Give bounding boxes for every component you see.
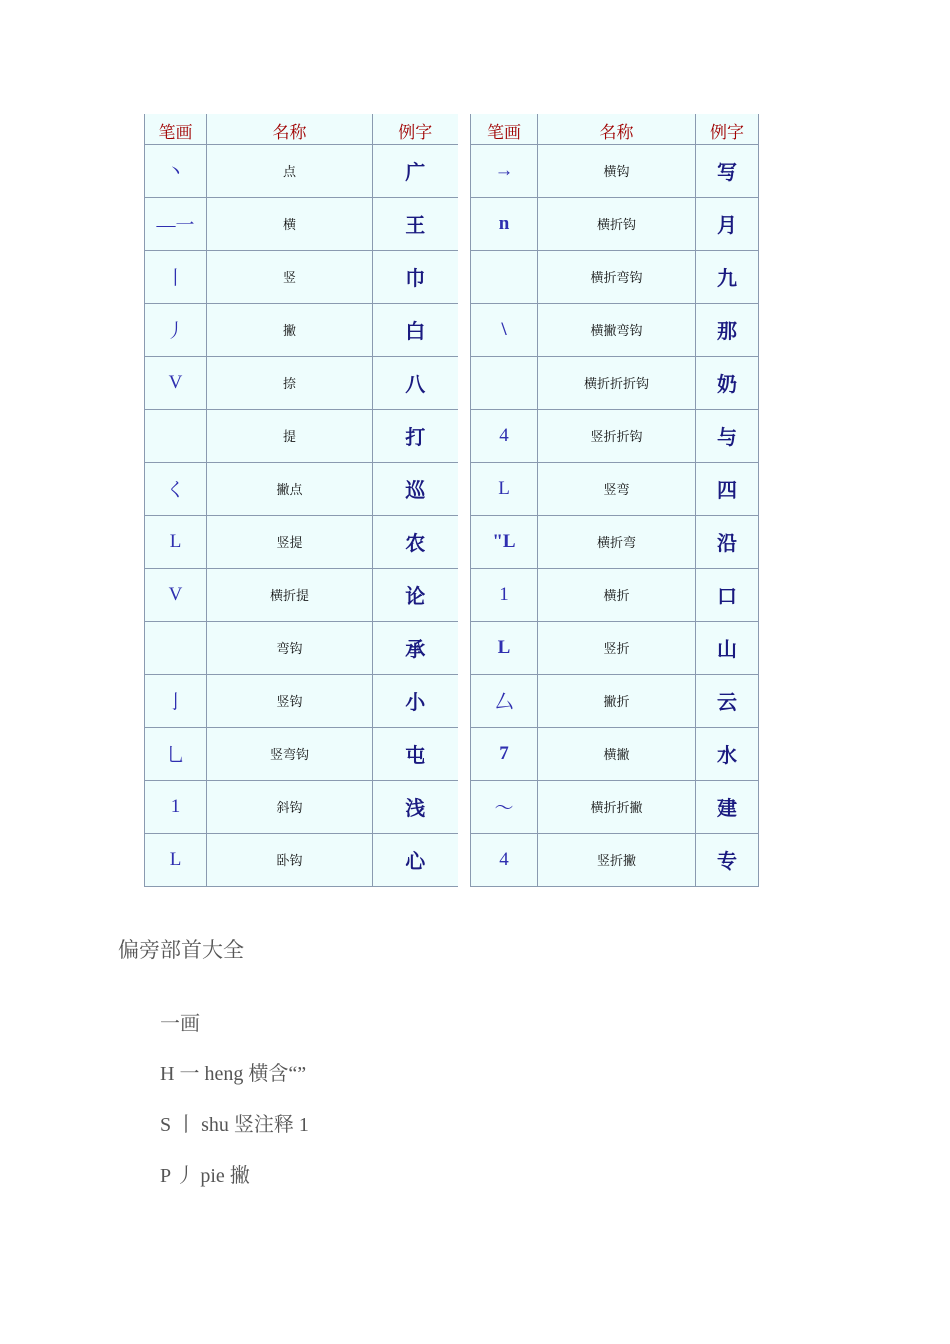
stroke-name: 横折钩 — [538, 197, 696, 250]
example-char: 与 — [696, 409, 759, 462]
stroke-name: 竖钩 — [207, 674, 373, 727]
stroke-name: 竖弯 — [538, 462, 696, 515]
table-row — [145, 833, 759, 886]
body-line: H 一 heng 横含“” — [160, 1063, 307, 1085]
header-stroke-left: 笔画 — [145, 114, 207, 144]
stroke-name: 斜钩 — [207, 780, 373, 833]
stroke-name: 提 — [207, 409, 373, 462]
stroke-glyph: L — [145, 515, 207, 568]
stroke-glyph: 〜 — [471, 780, 538, 833]
example-char: 专 — [696, 833, 759, 886]
example-char: 屯 — [373, 727, 458, 780]
stroke-glyph: 1 — [471, 568, 538, 621]
header-example-left: 例字 — [373, 114, 458, 144]
stroke-name: 横折弯钩 — [538, 250, 696, 303]
stroke-name: 横折 — [538, 568, 696, 621]
stroke-name: 弯钩 — [207, 621, 373, 674]
stroke-glyph: 丨 — [145, 250, 207, 303]
example-char: 月 — [696, 197, 759, 250]
stroke-name: 横折折折钩 — [538, 356, 696, 409]
example-char: 巡 — [373, 462, 458, 515]
stroke-glyph: V — [145, 356, 207, 409]
example-char: 口 — [696, 568, 759, 621]
column-gap — [458, 250, 471, 303]
stroke-name: 竖折折钩 — [538, 409, 696, 462]
table-row — [145, 780, 759, 833]
stroke-glyph: く — [145, 462, 207, 515]
stroke-name: 横折弯 — [538, 515, 696, 568]
example-char: 沿 — [696, 515, 759, 568]
example-char: 论 — [373, 568, 458, 621]
table-header-row — [145, 114, 759, 144]
stroke-name: 卧钩 — [207, 833, 373, 886]
column-gap — [458, 303, 471, 356]
stroke-table-grid — [144, 114, 759, 887]
stroke-name: 竖提 — [207, 515, 373, 568]
header-name-left: 名称 — [207, 114, 373, 144]
example-char: 云 — [696, 674, 759, 727]
body-line: S 丨 shu 竖注释 1 — [160, 1114, 309, 1136]
column-gap — [458, 114, 471, 144]
column-gap — [458, 621, 471, 674]
stroke-glyph: 丿 — [145, 303, 207, 356]
table-row — [145, 303, 759, 356]
stroke-name: 点 — [207, 144, 373, 197]
example-char: 王 — [373, 197, 458, 250]
column-gap — [458, 356, 471, 409]
table-row — [145, 621, 759, 674]
example-char: 九 — [696, 250, 759, 303]
section-heading: 偏旁部首大全 — [118, 938, 244, 962]
example-char: 奶 — [696, 356, 759, 409]
stroke-glyph: 7 — [471, 727, 538, 780]
example-char: 四 — [696, 462, 759, 515]
stroke-name: 竖折撇 — [538, 833, 696, 886]
column-gap — [458, 833, 471, 886]
stroke-name: 横 — [207, 197, 373, 250]
stroke-glyph: L — [145, 833, 207, 886]
table-row — [145, 568, 759, 621]
example-char: 浅 — [373, 780, 458, 833]
example-char: 白 — [373, 303, 458, 356]
stroke-name: 捺 — [207, 356, 373, 409]
example-char: 小 — [373, 674, 458, 727]
table-row — [145, 674, 759, 727]
body-line: P 丿 pie 撇 — [160, 1165, 250, 1187]
stroke-table — [144, 114, 758, 875]
body-line: 一画 — [160, 1013, 200, 1035]
stroke-glyph: → — [471, 144, 538, 197]
stroke-glyph — [145, 621, 207, 674]
table-row — [145, 515, 759, 568]
column-gap — [458, 727, 471, 780]
stroke-glyph: —一 — [145, 197, 207, 250]
example-char: 水 — [696, 727, 759, 780]
table-row — [145, 356, 759, 409]
example-char: 农 — [373, 515, 458, 568]
stroke-name: 撇 — [207, 303, 373, 356]
example-char: 巾 — [373, 250, 458, 303]
stroke-glyph: 4 — [471, 409, 538, 462]
stroke-glyph — [471, 356, 538, 409]
column-gap — [458, 462, 471, 515]
example-char: 建 — [696, 780, 759, 833]
stroke-glyph: "L — [471, 515, 538, 568]
column-gap — [458, 674, 471, 727]
stroke-glyph: 4 — [471, 833, 538, 886]
stroke-name: 横撇 — [538, 727, 696, 780]
stroke-glyph: V — [145, 568, 207, 621]
stroke-name: 横钩 — [538, 144, 696, 197]
stroke-glyph: n — [471, 197, 538, 250]
stroke-glyph: L — [471, 621, 538, 674]
header-stroke-right: 笔画 — [471, 114, 538, 144]
stroke-glyph: 1 — [145, 780, 207, 833]
example-char: 心 — [373, 833, 458, 886]
stroke-glyph — [145, 409, 207, 462]
table-row — [145, 727, 759, 780]
stroke-name: 横撇弯钩 — [538, 303, 696, 356]
stroke-glyph — [471, 250, 538, 303]
stroke-glyph: 厶 — [471, 674, 538, 727]
stroke-name: 撇折 — [538, 674, 696, 727]
stroke-name: 撇点 — [207, 462, 373, 515]
column-gap — [458, 197, 471, 250]
column-gap — [458, 515, 471, 568]
stroke-name: 竖 — [207, 250, 373, 303]
column-gap — [458, 568, 471, 621]
stroke-name: 竖折 — [538, 621, 696, 674]
stroke-glyph: 亅 — [145, 674, 207, 727]
example-char: 那 — [696, 303, 759, 356]
example-char: 承 — [373, 621, 458, 674]
stroke-glyph: L — [471, 462, 538, 515]
example-char: 打 — [373, 409, 458, 462]
column-gap — [458, 144, 471, 197]
stroke-glyph: \ — [471, 303, 538, 356]
table-row — [145, 144, 759, 197]
column-gap — [458, 780, 471, 833]
header-example-right: 例字 — [696, 114, 759, 144]
stroke-glyph: 乚 — [145, 727, 207, 780]
stroke-glyph: 丶 — [145, 144, 207, 197]
stroke-name: 横折提 — [207, 568, 373, 621]
header-name-right: 名称 — [538, 114, 696, 144]
stroke-name: 竖弯钩 — [207, 727, 373, 780]
table-row — [145, 250, 759, 303]
table-row — [145, 197, 759, 250]
example-char: 广 — [373, 144, 458, 197]
example-char: 山 — [696, 621, 759, 674]
table-row — [145, 409, 759, 462]
table-row — [145, 462, 759, 515]
stroke-name: 横折折撇 — [538, 780, 696, 833]
example-char: 八 — [373, 356, 458, 409]
column-gap — [458, 409, 471, 462]
example-char: 写 — [696, 144, 759, 197]
